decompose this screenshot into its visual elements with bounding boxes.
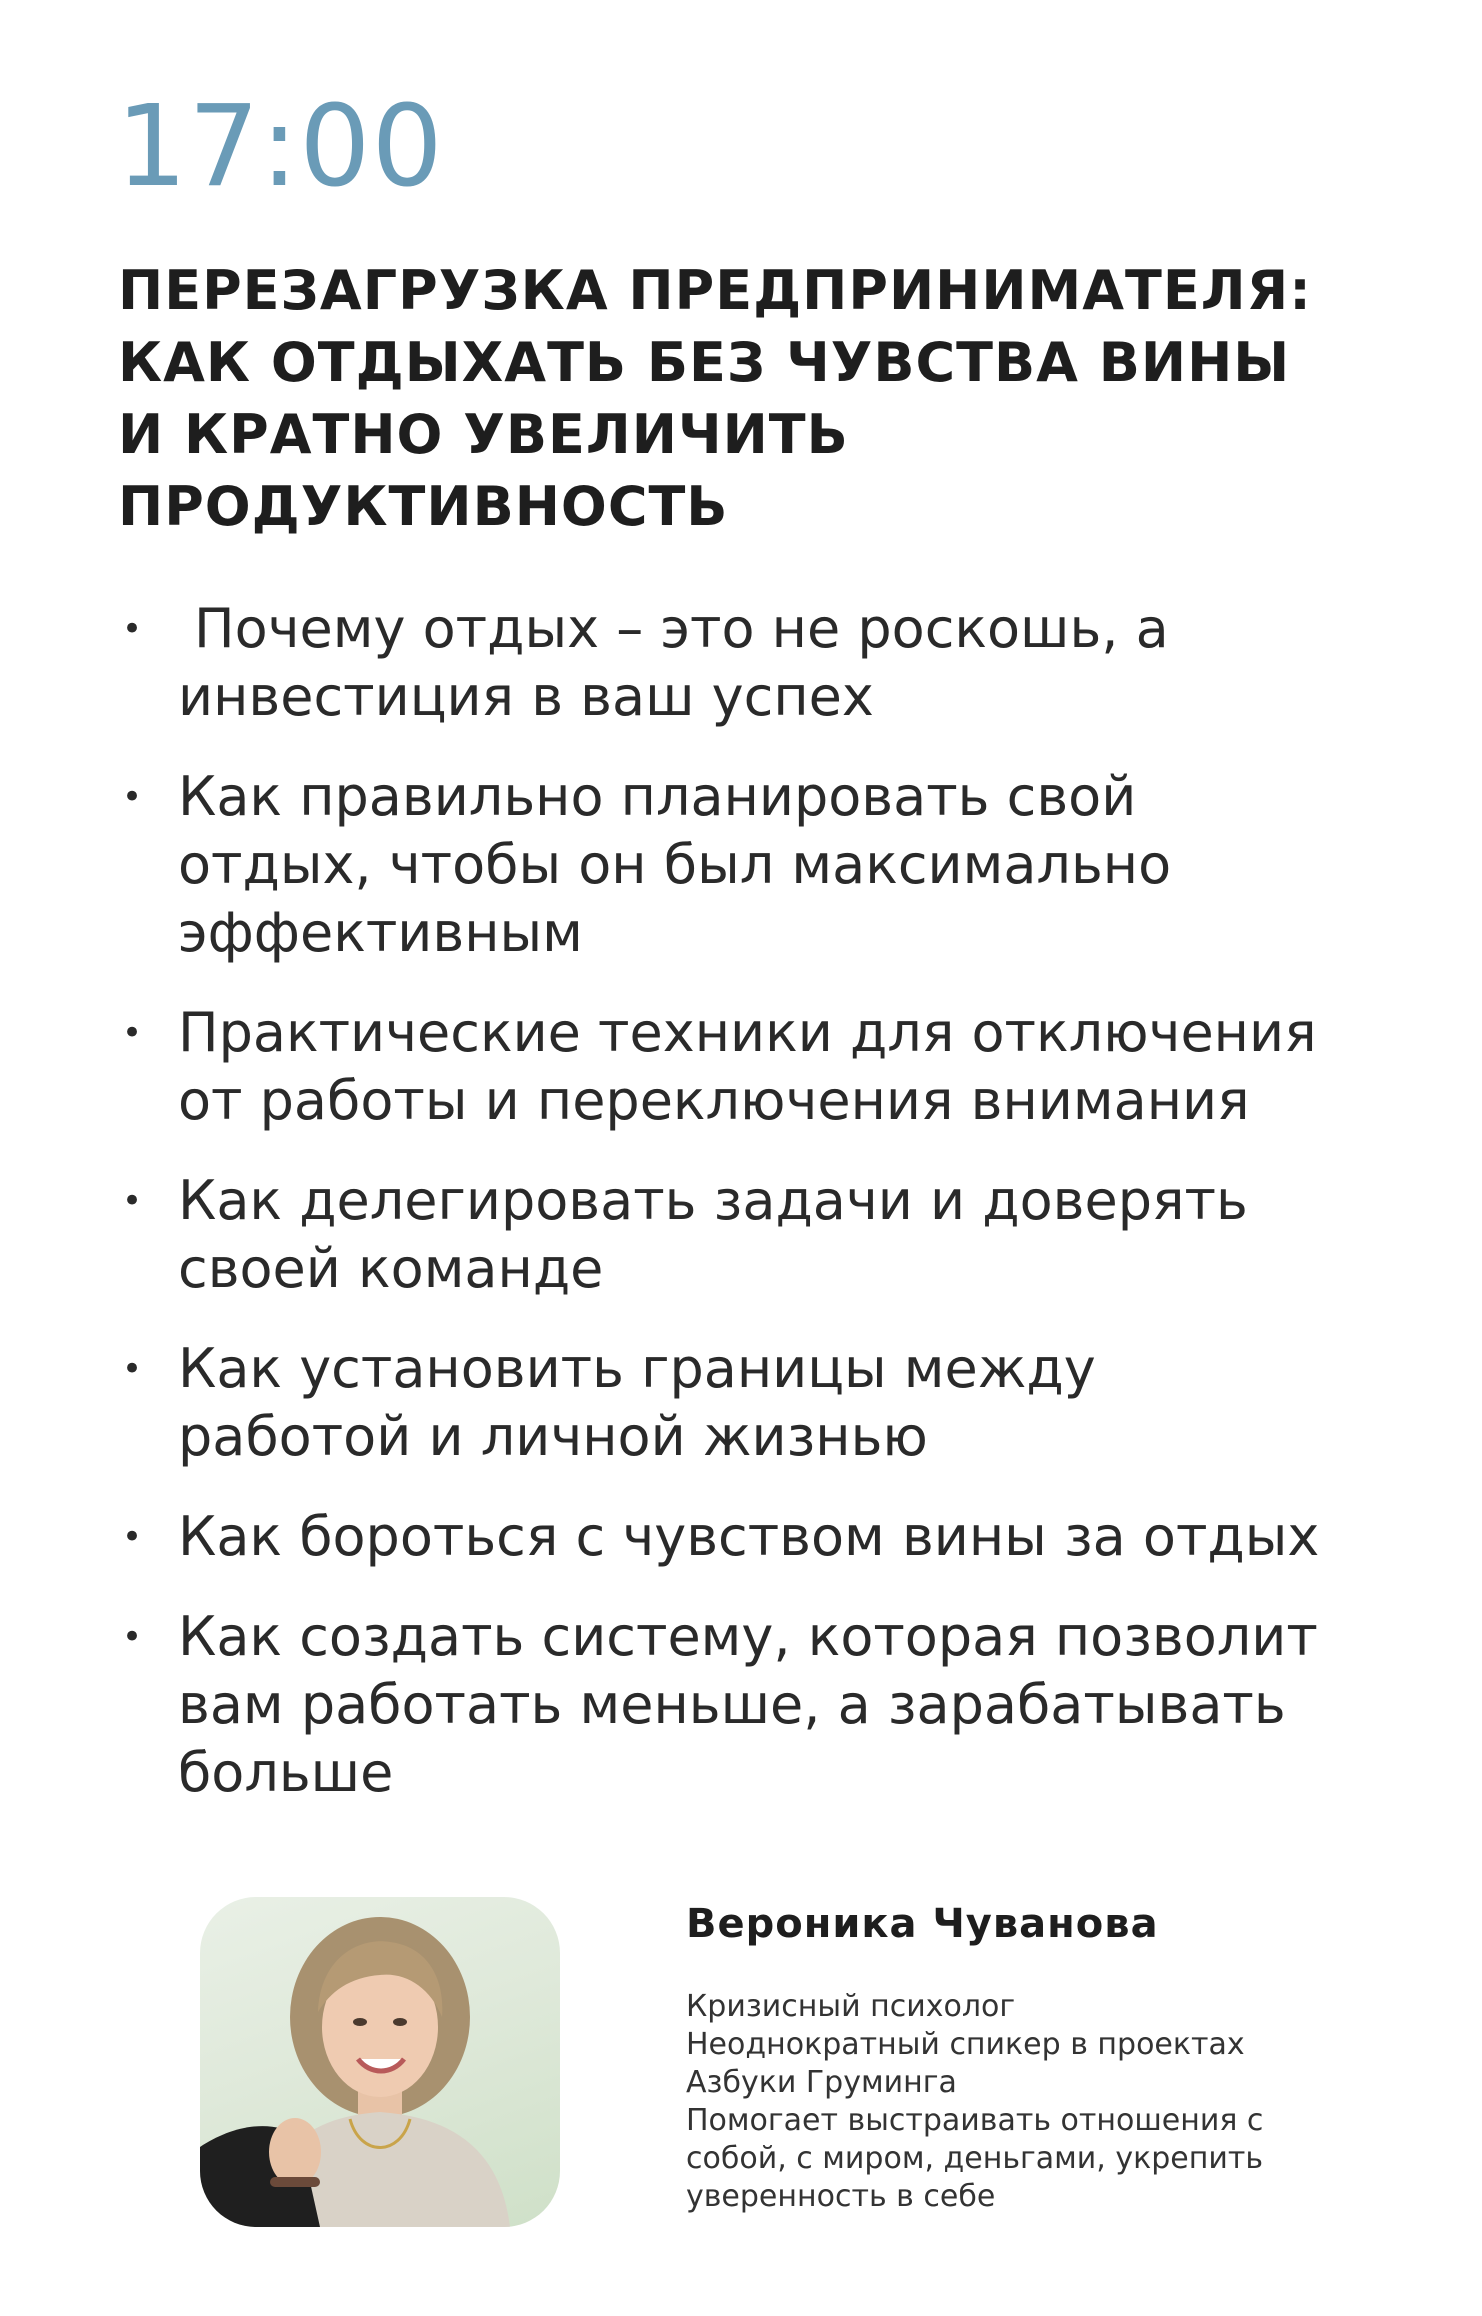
topic-item <box>118 999 1458 1135</box>
speaker-name: Вероника Чуванова <box>686 1901 1159 1947</box>
topic-item <box>118 1335 1458 1471</box>
bullet-icon: • <box>122 1349 143 1389</box>
speaker-bio-line: Неоднократный спикер в проектах <box>686 2027 1245 2062</box>
topic-line: отдых, чтобы он был максимально <box>178 833 1172 896</box>
topic-line: вам работать меньше, а зарабатывать <box>178 1673 1286 1736</box>
topic-item <box>118 1503 1458 1571</box>
topic-line: инвестиция в ваш успех <box>178 665 874 728</box>
speaker-bio-line: уверенность в себе <box>686 2179 996 2214</box>
topics-list <box>118 595 1458 1839</box>
topic-line: Как бороться с чувством вины за отдых <box>178 1505 1320 1568</box>
talk-title-line: ПЕРЕЗАГРУЗКА ПРЕДПРИНИМАТЕЛЯ: <box>118 259 1312 322</box>
talk-title-line: И КРАТНО УВЕЛИЧИТЬ <box>118 403 849 466</box>
topic-line: Почему отдых – это не роскошь, а <box>194 597 1169 660</box>
event-time: 17:00 <box>116 82 444 212</box>
speaker-bio-line: Кризисный психолог <box>686 1989 1016 2024</box>
speaker-info <box>686 1898 1406 2216</box>
topic-item <box>118 763 1458 967</box>
speaker-bio-line: Помогает выстраивать отношения с <box>686 2103 1264 2138</box>
bullet-icon: • <box>122 1013 143 1053</box>
bullet-icon: • <box>122 1517 143 1557</box>
speaker-photo <box>200 1897 560 2227</box>
bullet-icon: • <box>122 777 143 817</box>
topic-line: больше <box>178 1741 394 1804</box>
talk-title-line: ПРОДУКТИВНОСТЬ <box>118 475 729 538</box>
bullet-icon: • <box>122 1617 143 1657</box>
bullet-icon: • <box>122 609 143 649</box>
topic-line: своей команде <box>178 1237 604 1300</box>
topic-line: Как создать систему, которая позволит <box>178 1605 1318 1668</box>
talk-title <box>118 255 1458 543</box>
topic-line: Как установить границы между <box>178 1337 1096 1400</box>
speaker-bio-line: собой, с миром, деньгами, укрепить <box>686 2141 1264 2176</box>
topic-line: работой и личной жизнью <box>178 1405 928 1468</box>
topic-line: Практические техники для отключения <box>178 1001 1317 1064</box>
talk-title-line: КАК ОТДЫХАТЬ БЕЗ ЧУВСТВА ВИНЫ <box>118 331 1291 394</box>
topic-line: эффективным <box>178 901 583 964</box>
topic-line: Как делегировать задачи и доверять <box>178 1169 1248 1232</box>
topic-item <box>118 1167 1458 1303</box>
topic-line: Как правильно планировать свой <box>178 765 1137 828</box>
topic-item <box>118 595 1458 731</box>
speaker-bio <box>686 1988 1406 2216</box>
bullet-icon: • <box>122 1181 143 1221</box>
speaker-bio-line: Азбуки Груминга <box>686 2065 957 2100</box>
topic-item <box>118 1603 1458 1807</box>
speaker-portrait-icon <box>200 1897 560 2227</box>
topic-line: от работы и переключения внимания <box>178 1069 1250 1132</box>
